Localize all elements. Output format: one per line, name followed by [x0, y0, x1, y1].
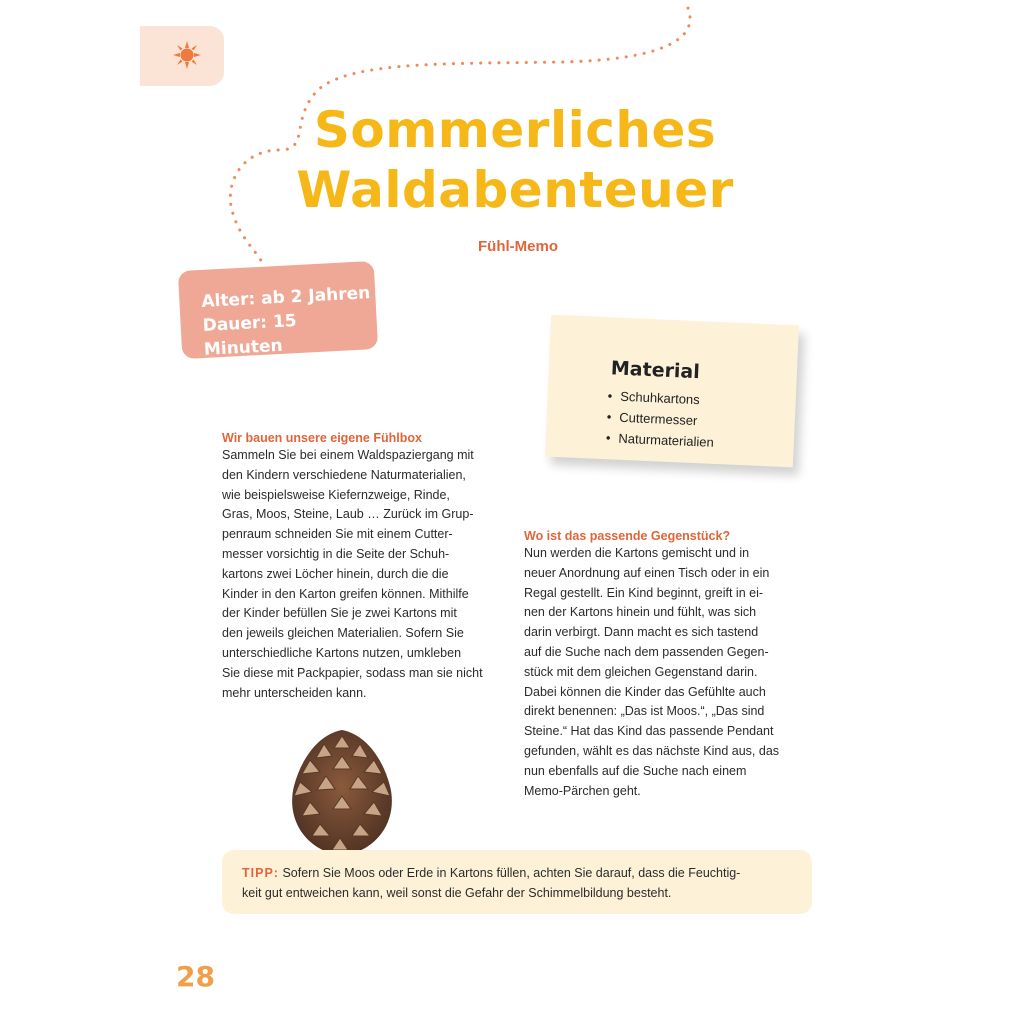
page-number: 28	[176, 960, 215, 993]
text-line: Dabei können die Kinder das Gefühlte auch	[524, 684, 766, 699]
tip-text	[242, 863, 792, 903]
age-label: Alter: ab 2 Jahren	[200, 283, 371, 312]
text-line: wie beispielsweise Kiefernzweige, Rinde,	[222, 487, 450, 502]
tip-box	[222, 850, 812, 914]
section-heading: Wo ist das passende Gegenstück?	[524, 529, 731, 543]
tip-label: TIPP:	[242, 866, 279, 880]
text-line: nen der Kartons hinein und fühlt, was sich	[524, 605, 757, 620]
sun-icon	[172, 40, 202, 70]
text-line: den jeweils gleichen Materialien. Sofern Sie	[222, 626, 464, 641]
section-body	[524, 544, 816, 801]
text-line: Steine.“ Hat das Kind das passende Pendant	[524, 724, 774, 739]
tip-line-2: keit gut entweichen kann, weil sonst die Gefahr der Schimmelbildung besteht.	[242, 886, 672, 900]
duration-label: Dauer: 15 Minuten	[202, 311, 298, 360]
text-line: unterschiedliche Kartons nutzen, umkleben	[222, 645, 462, 660]
corner-tab	[140, 26, 224, 86]
material-item: • Schuhkartons	[607, 385, 796, 414]
text-line: Kinder in den Karton greifen können. Mithilfe	[222, 586, 469, 601]
material-list	[605, 385, 796, 456]
title-line-1: Sommerliches	[313, 101, 717, 159]
text-line: der Kinder befüllen Sie je zwei Kartons mit	[222, 606, 457, 621]
text-line: stück mit dem gleichen Gegenstand darin.	[524, 664, 758, 679]
age-duration-badge	[178, 261, 378, 359]
title-line-2: Waldabenteuer	[296, 161, 734, 219]
text-line: neuer Anordnung auf einen Tisch oder in ein	[524, 565, 770, 580]
section-heading: Wir bauen unsere eigene Fühlbox	[222, 431, 422, 445]
tip-line-1: Sofern Sie Moos oder Erde in Kartons füllen, achten Sie darauf, dass die Feuchtig-	[282, 866, 741, 880]
text-line: Gras, Moos, Steine, Laub … Zurück im Grup-	[222, 507, 474, 522]
page-title	[280, 100, 750, 220]
text-line: mehr unterscheiden kann.	[222, 685, 367, 700]
material-item: • Naturmaterialien	[605, 427, 794, 456]
section-find-match	[524, 528, 816, 801]
material-title: Material	[610, 357, 701, 384]
text-line: Memo-Pärchen geht.	[524, 783, 641, 798]
pinecone-illustration	[280, 726, 404, 860]
text-line: auf die Suche nach dem passenden Gegen-	[524, 644, 769, 659]
text-line: den Kindern verschiedene Naturmaterialien,	[222, 467, 466, 482]
material-item: • Cuttermesser	[606, 406, 795, 435]
text-line: nun ebenfalls auf die Suche nach einem	[524, 763, 747, 778]
text-line: gefunden, wählt es das nächste Kind aus, das	[524, 743, 780, 758]
section-build-box	[222, 430, 514, 703]
text-line: penraum schneiden Sie mit einem Cutter-	[222, 527, 453, 542]
material-note	[545, 315, 799, 468]
text-line: Sammeln Sie bei einem Waldspaziergang mit	[222, 448, 474, 462]
text-line: Nun werden die Kartons gemischt und in	[524, 546, 750, 560]
text-line: direkt benennen: „Das ist Moos.“, „Das sind	[524, 704, 765, 719]
text-line: Regal gestellt. Ein Kind beginnt, greift in ei-	[524, 585, 764, 600]
text-line: darin verbirgt. Dann macht es sich tastend	[524, 625, 759, 640]
section-body	[222, 446, 514, 703]
page-subtitle: Fühl-Memo	[478, 238, 558, 255]
text-line: kartons zwei Löcher hinein, durch die die	[222, 566, 449, 581]
text-line: Sie diese mit Packpapier, sodass man sie nicht	[222, 665, 483, 680]
text-line: messer vorsichtig in die Seite der Schuh-	[222, 546, 450, 561]
